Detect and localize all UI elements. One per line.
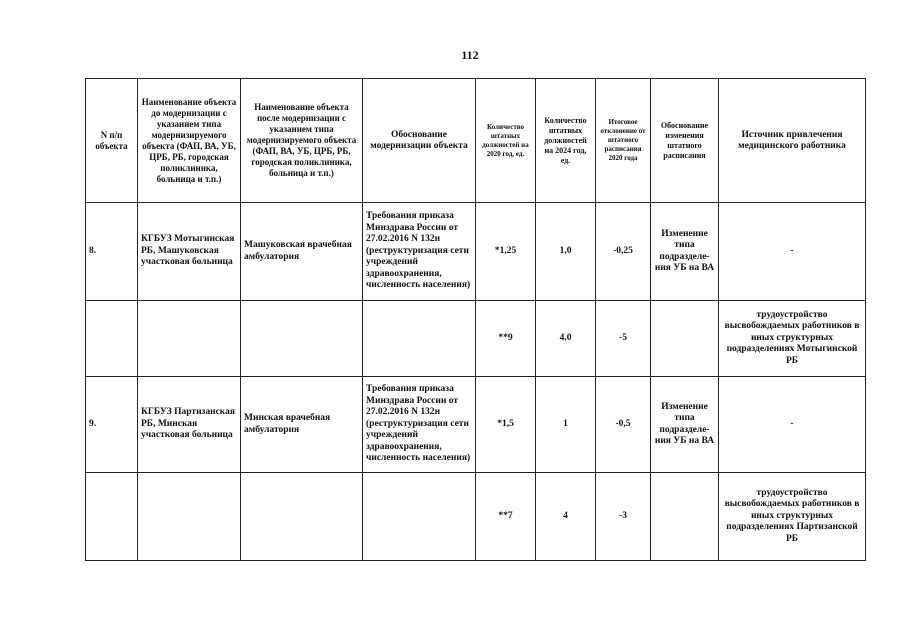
- cell-num: [86, 301, 138, 377]
- cell-staff-2024: 1,0: [536, 203, 596, 301]
- table-row: [86, 301, 866, 377]
- cell-justification: Требования приказа Минздрава России от 27.02.2016 N 132н (реструктуризация сети учреждений здравоохранения, численность населения): [363, 377, 476, 473]
- modernization-table: [85, 78, 866, 561]
- cell-staff-2020: **9: [476, 301, 536, 377]
- cell-num: 9.: [86, 377, 138, 473]
- header-row: [86, 79, 866, 203]
- cell-deviation: -3: [596, 473, 651, 561]
- header-staff-2024: Количество штатных должностей на 2024 год, ед.: [536, 79, 596, 203]
- header-before: Наименование объекта до модернизации с указанием типа модернизируемого объекта (ФАП, ВА, УБ, ЦРБ, РБ, городская поликлиника, больница и т.п.): [138, 79, 241, 203]
- cell-staff-2024: 4: [536, 473, 596, 561]
- cell-source: -: [719, 203, 866, 301]
- cell-num: [86, 473, 138, 561]
- cell-after: [241, 473, 363, 561]
- cell-staff-2024: 1: [536, 377, 596, 473]
- header-after: Наименование объекта после модернизации с указанием типа модернизируемого объекта (ФАП, ВА, УБ, ЦРБ, РБ, городская поликлиника, больница и т.п.): [241, 79, 363, 203]
- cell-before: КГБУЗ Мотыгинская РБ, Машуковская участковая больница: [138, 203, 241, 301]
- header-source: Источник привлечения медицинского работника: [719, 79, 866, 203]
- cell-after: [241, 301, 363, 377]
- cell-change-basis: [651, 473, 719, 561]
- cell-deviation: -0,25: [596, 203, 651, 301]
- cell-before: [138, 473, 241, 561]
- cell-change-basis: [651, 301, 719, 377]
- cell-source: -: [719, 377, 866, 473]
- cell-staff-2020: *1,5: [476, 377, 536, 473]
- cell-staff-2024: 4,0: [536, 301, 596, 377]
- cell-num: 8.: [86, 203, 138, 301]
- cell-deviation: -5: [596, 301, 651, 377]
- header-justification: Обоснование модернизации объекта: [363, 79, 476, 203]
- cell-source: трудоустройство высвобождаемых работников в иных структурных подразделениях Мотыгинской РБ: [719, 301, 866, 377]
- table-row: [86, 473, 866, 561]
- cell-after: Минская врачебная амбулатория: [241, 377, 363, 473]
- cell-staff-2020: **7: [476, 473, 536, 561]
- cell-before: КГБУЗ Партизанская РБ, Минская участковая больница: [138, 377, 241, 473]
- header-num: N п/п объекта: [86, 79, 138, 203]
- cell-change-basis: Изменение типа подразделе-ния УБ на ВА: [651, 203, 719, 301]
- cell-deviation: -0,5: [596, 377, 651, 473]
- cell-staff-2020: *1,25: [476, 203, 536, 301]
- table-row: [86, 203, 866, 301]
- page-number: 112: [461, 48, 479, 62]
- cell-justification: Требования приказа Минздрава России от 27.02.2016 N 132н (реструктуризация сети учреждений здравоохранения, численность населения): [363, 203, 476, 301]
- cell-change-basis: Изменение типа подразделе-ния УБ на ВА: [651, 377, 719, 473]
- cell-before: [138, 301, 241, 377]
- cell-justification: [363, 301, 476, 377]
- header-deviation: Итоговое отклонение от штатного расписания 2020 года: [596, 79, 651, 203]
- cell-justification: [363, 473, 476, 561]
- cell-source: трудоустройство высвобождаемых работников в иных структурных подразделениях Партизанской РБ: [719, 473, 866, 561]
- table-row: [86, 377, 866, 473]
- header-staff-2020: Количество штатных должностей на 2020 год, ед.: [476, 79, 536, 203]
- cell-after: Машуковская врачебная амбулатория: [241, 203, 363, 301]
- header-change-basis: Обоснование изменения штатного расписания: [651, 79, 719, 203]
